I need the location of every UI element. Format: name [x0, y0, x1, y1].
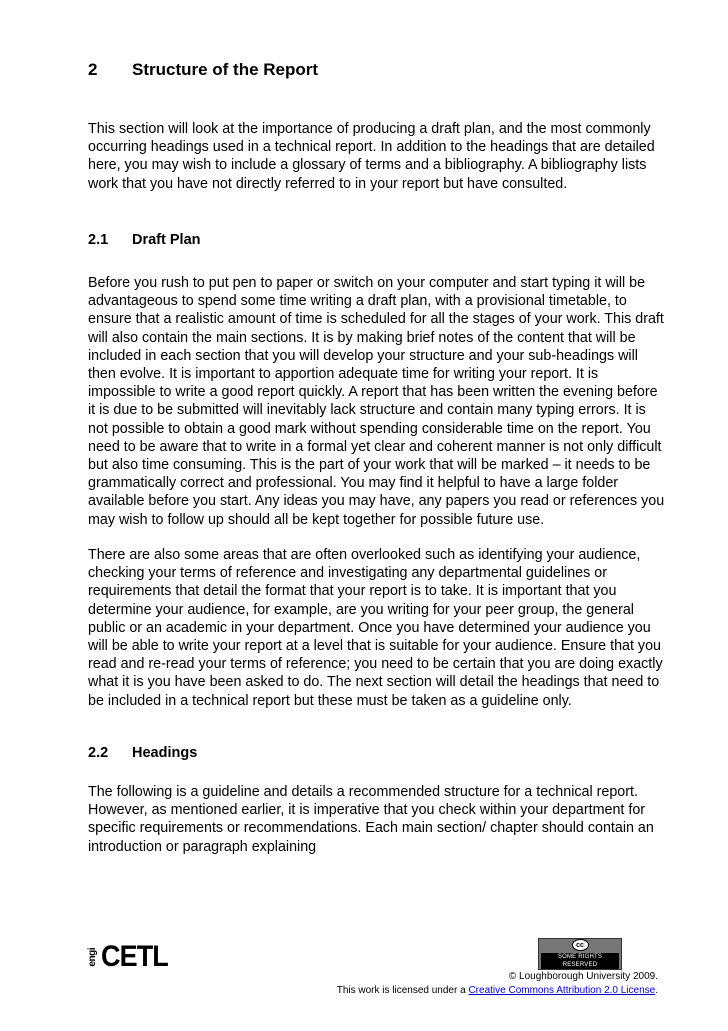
cc-icon: cc — [572, 939, 589, 951]
headings-paragraph-1: The following is a guideline and details a recommended structure for a technical report. However, as mentioned earlier, it is imperative that you check within your department for specific requirements or recommendations. Each main section/ chapter should contain an introduction or paragraph explaining — [88, 784, 654, 855]
draft-plan-paragraph-2: There are also some areas that are often overlooked such as identifying your audience, checking your terms of reference and investigating any departmental guidelines or requirements that detail the format that your report is to take. It is important that you determine your audience, for example, are you writing for your peer group, the general public or an academic in your department. Once you have determined your audience you will be able to write your report at a level that is suitable for your audience. Ensure that you read and re-read your terms of reference; you need to be certain that you are doing exactly what it is you have been asked to do. The next section will detail the headings that need to be included in a technical report but these must be taken as a guideline only. — [88, 547, 663, 709]
subsection-number: 2.1 — [88, 232, 109, 248]
license-notice — [337, 985, 658, 996]
engcetl-logo — [88, 940, 175, 974]
cc-badge-text: SOME RIGHTS RESERVED — [541, 953, 619, 969]
section-number: 2 — [88, 60, 98, 79]
section-title: Structure of the Report — [132, 60, 319, 79]
subsection-heading-headings — [88, 745, 197, 761]
section-heading — [88, 60, 318, 80]
license-prefix: This work is licensed under a — [336, 985, 469, 996]
draft-plan-paragraph-1: Before you rush to put pen to paper or switch on your computer and start typing it will be advantageous to spend some time writing a draft plan, with a provisional timetable, to ensure that a realistic amount of time is scheduled for all the stages of your work. This draft will also contain the main sections. It is by making brief notes of the content that will be included in each section that you will develop your structure and your sub-headings will then evolve. It is important to apportion adequate time for writing your report. It is impossible to write a good report quickly. A report that has been written the evening before it is due to be submitted will inevitably lack structure and contain many typing errors. It is not possible to obtain a good mark without spending considerable time on the report. You need to be aware that to write in a formal yet clear and coherent manner is not only difficult but also time consuming. This is the part of your work that will be marked – it needs to be grammatically correct and professional. You may find it helpful to have a large folder available before you start. Any ideas you may have, any papers you read or references you may wish to follow up should all be kept together for possible future use. — [88, 275, 665, 528]
license-suffix: . — [655, 985, 658, 996]
subsection-title: Draft Plan — [132, 232, 201, 248]
copyright-notice: © Loughborough University 2009. — [508, 971, 658, 982]
subsection-heading-draft-plan — [88, 232, 201, 248]
subsection-title: Headings — [132, 745, 198, 761]
license-link[interactable]: Creative Commons Attribution 2.0 License — [468, 985, 656, 996]
logo-cetl-text: CETL — [101, 940, 168, 973]
logo-engi-text: engi — [87, 947, 98, 967]
creative-commons-badge[interactable] — [538, 938, 622, 970]
section-intro-paragraph: This section will look at the importance of producing a draft plan, and the most commonly occurring headings used in a technical report. In addition to the headings that are detailed here, you may wish to include a glossary of terms and a bibliography. A bibliography lists work that you have not directly referred to in your report but have consulted. — [88, 121, 655, 192]
subsection-number: 2.2 — [88, 745, 109, 761]
